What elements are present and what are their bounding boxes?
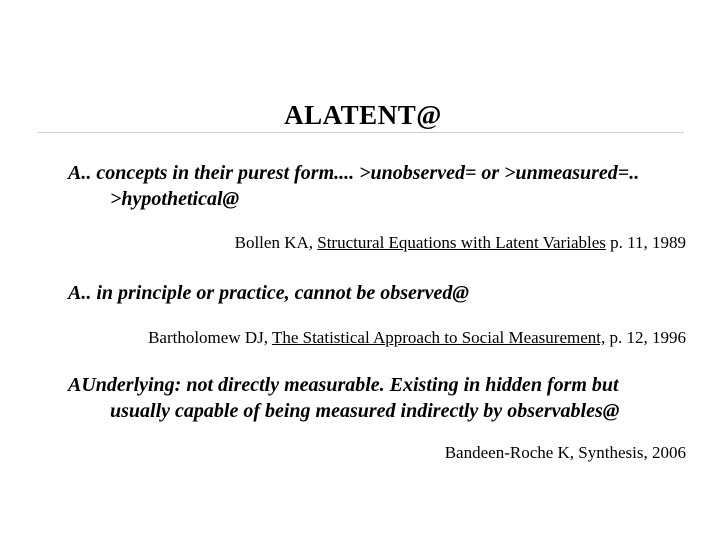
quote-bollen	[68, 160, 688, 212]
quote-bartholomew	[68, 280, 688, 306]
citation-work: Structural Equations with Latent Variables	[317, 233, 606, 252]
citation-author: Bandeen-Roche K, Synthesis, 2006	[444, 443, 686, 462]
quote-line: A.. concepts in their purest form.... >unobserved= or >unmeasured=..	[68, 162, 640, 184]
citation-bartholomew	[148, 328, 686, 348]
citation-bandeen-roche	[445, 443, 686, 463]
quote-line: A.. in principle or practice, cannot be observed@	[68, 282, 470, 304]
quote-line: usually capable of being measured indirectly by observables@	[110, 400, 620, 422]
quote-bandeen-roche	[68, 372, 688, 424]
quote-line: AUnderlying: not directly measurable. Existing in hidden form but	[68, 374, 619, 396]
title-divider	[38, 132, 684, 133]
quote-line: >hypothetical@	[110, 188, 240, 210]
citation-bollen	[235, 233, 686, 253]
citation-details: p. 11, 1989	[605, 233, 686, 252]
slide-title: ALATENT@	[284, 100, 442, 130]
citation-author: Bartholomew DJ,	[148, 328, 272, 347]
citation-author: Bollen KA,	[234, 233, 318, 252]
citation-details: p. 12, 1996	[605, 328, 686, 347]
citation-work: The Statistical Approach to Social Measurement,	[271, 328, 606, 347]
